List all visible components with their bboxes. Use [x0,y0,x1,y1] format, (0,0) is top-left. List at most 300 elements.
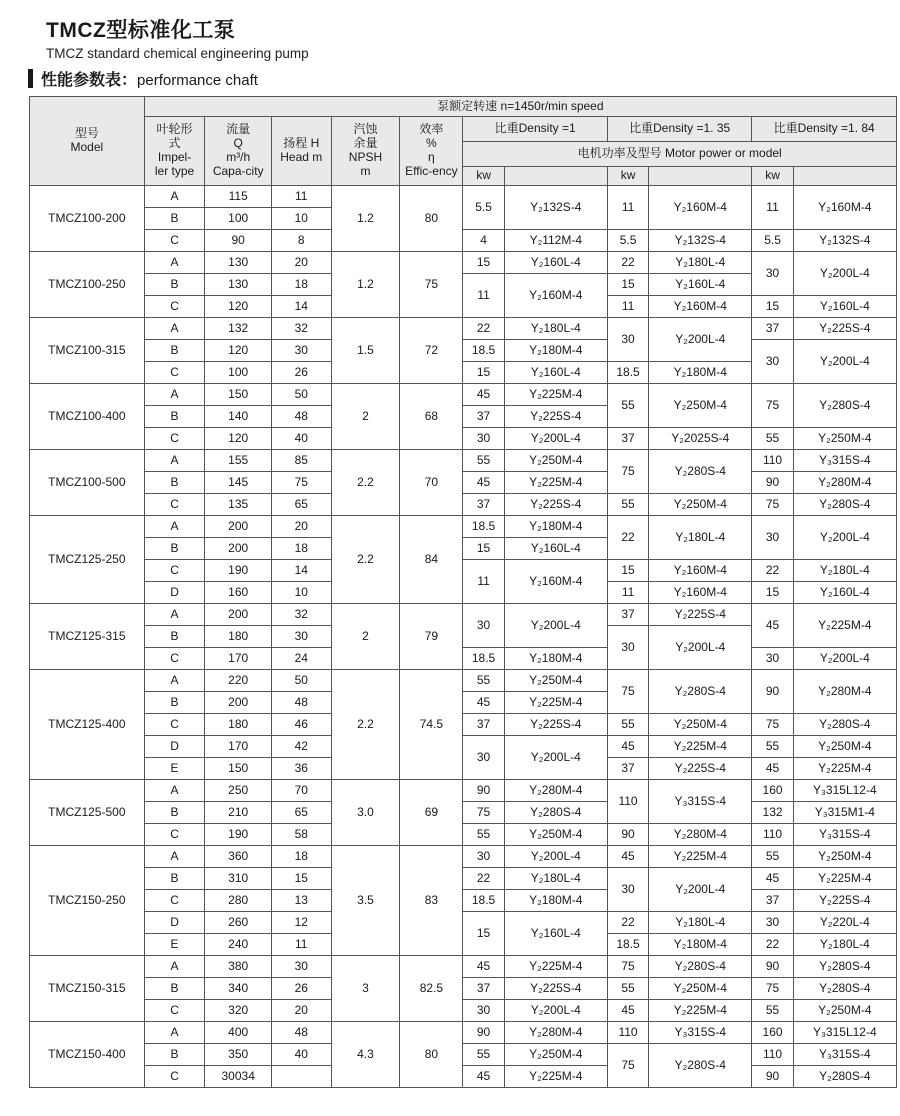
cell-flow: 130 [205,252,272,274]
cell-motor-kw-d135: 30 [607,626,648,670]
cell-motor-kw-d1: 11 [463,560,504,604]
cell-motor-model-d184: Y₂280M-4 [793,472,896,494]
cell-motor-model-d1: Y₂225S-4 [504,714,607,736]
cell-head: 85 [271,450,331,472]
cell-motor-kw-d184: 55 [752,846,793,868]
cell-motor-model-d1: Y₂160L-4 [504,912,607,956]
cell-impeller-type: C [144,296,205,318]
cell-motor-kw-d184: 55 [752,428,793,450]
page-title-cn: TMCZ型标准化工泵 [46,19,236,42]
col-header-npsh [331,117,400,186]
cell-npsh: 3.5 [331,846,400,956]
cell-head: 32 [271,604,331,626]
cell-motor-model-d184: Y₂225S-4 [793,318,896,340]
cell-npsh: 1.5 [331,318,400,384]
cell-flow: 160 [205,582,272,604]
cell-impeller-type: C [144,494,205,516]
cell-motor-model-d1: Y₂225S-4 [504,406,607,428]
cell-efficiency: 80 [400,186,463,252]
cell-head: 10 [271,208,331,230]
cell-motor-model-d135: Y₂200L-4 [649,318,752,362]
cell-impeller-type: C [144,560,205,582]
table-row [30,384,897,406]
cell-impeller-type: B [144,208,205,230]
cell-motor-model-d184: Y₂200L-4 [793,648,896,670]
col-header-npsh-unit: m [360,163,371,178]
cell-head: 65 [271,802,331,824]
cell-motor-model-d135: Y₂250M-4 [649,384,752,428]
table-row [30,802,897,824]
cell-motor-kw-d1: 18.5 [463,516,504,538]
cell-motor-kw-d184: 45 [752,758,793,780]
cell-motor-kw-d135: 55 [607,714,648,736]
cell-head: 8 [271,230,331,252]
cell-motor-model-d135: Y₂160M-4 [649,296,752,318]
cell-motor-kw-d184: 30 [752,340,793,384]
cell-flow: 155 [205,450,272,472]
cell-motor-model-d135: Y₂250M-4 [649,978,752,1000]
cell-head: 10 [271,582,331,604]
cell-motor-model-d1: Y₂180M-4 [504,516,607,538]
cell-impeller-type: B [144,274,205,296]
cell-impeller-type: D [144,582,205,604]
col-header-model-cn: 型号 [74,126,99,141]
cell-flow: 340 [205,978,272,1000]
cell-head: 20 [271,1000,331,1022]
cell-motor-kw-d184: 11 [752,186,793,230]
table-row [30,824,897,846]
cell-impeller-type: C [144,648,205,670]
table-row [30,472,897,494]
cell-motor-kw-d184: 90 [752,956,793,978]
subtitle [28,67,882,90]
cell-impeller-type: A [144,956,205,978]
cell-motor-kw-d135: 15 [607,560,648,582]
cell-head: 15 [271,868,331,890]
cell-motor-model-d135: Y₂160L-4 [649,274,752,296]
cell-motor-kw-d135: 55 [607,978,648,1000]
cell-head: 65 [271,494,331,516]
cell-head: 14 [271,560,331,582]
table-row [30,736,897,758]
cell-motor-model-d184: Y₃315S-4 [793,824,896,846]
table-row [30,560,897,582]
cell-efficiency: 79 [400,604,463,670]
cell-motor-model-d135: Y₂250M-4 [649,714,752,736]
table-row [30,428,897,450]
table-row [30,670,897,692]
cell-motor-model-d184: Y₂225M-4 [793,758,896,780]
cell-motor-model-d1: Y₂225S-4 [504,978,607,1000]
col-header-model [30,97,145,186]
cell-efficiency: 72 [400,318,463,384]
page-title-en: TMCZ standard chemical engineering pump [46,46,309,61]
cell-motor-model-d1: Y₂280S-4 [504,802,607,824]
cell-motor-model-d1: Y₂225M-4 [504,1066,607,1088]
cell-pump-model: TMCZ100-250 [30,252,145,318]
cell-motor-model-d1: Y₂250M-4 [504,824,607,846]
cell-efficiency: 83 [400,846,463,956]
cell-impeller-type: C [144,362,205,384]
cell-impeller-type: B [144,472,205,494]
cell-motor-kw-d184: 132 [752,802,793,824]
cell-motor-kw-d1: 15 [463,252,504,274]
cell-motor-model-d135: Y₂160M-4 [649,186,752,230]
cell-motor-kw-d135: 110 [607,1022,648,1044]
cell-motor-model-d135: Y₂132S-4 [649,230,752,252]
cell-head: 75 [271,472,331,494]
cell-impeller-type: A [144,516,205,538]
cell-impeller-type: B [144,802,205,824]
table-row [30,604,897,626]
col-header-speed: 泵额定转速 n=1450r/min speed [144,97,896,117]
cell-head [271,1066,331,1088]
cell-motor-kw-d1: 37 [463,494,504,516]
cell-motor-model-d1: Y₂112M-4 [504,230,607,252]
cell-motor-kw-d1: 45 [463,956,504,978]
cell-head: 70 [271,780,331,802]
cell-pump-model: TMCZ100-315 [30,318,145,384]
cell-motor-kw-d184: 90 [752,472,793,494]
cell-pump-model: TMCZ150-315 [30,956,145,1022]
table-row [30,1022,897,1044]
cell-motor-model-d135: Y₂280S-4 [649,956,752,978]
cell-flow: 90 [205,230,272,252]
cell-impeller-type: C [144,428,205,450]
cell-impeller-type: A [144,186,205,208]
cell-efficiency: 82.5 [400,956,463,1022]
cell-head: 48 [271,406,331,428]
cell-motor-kw-d135: 22 [607,252,648,274]
cell-efficiency: 70 [400,450,463,516]
cell-motor-kw-d184: 75 [752,494,793,516]
cell-impeller-type: C [144,1000,205,1022]
table-row [30,868,897,890]
cell-motor-model-d1: Y₂225M-4 [504,692,607,714]
cell-motor-kw-d135: 22 [607,912,648,934]
table-head [30,97,897,186]
cell-pump-model: TMCZ100-400 [30,384,145,450]
cell-head: 26 [271,362,331,384]
cell-motor-model-d184: Y₃315M1-4 [793,802,896,824]
cell-head: 18 [271,846,331,868]
cell-motor-model-d184: Y₃315L12-4 [793,780,896,802]
cell-motor-kw-d135: 37 [607,604,648,626]
cell-motor-kw-d184: 30 [752,648,793,670]
cell-motor-model-d184: Y₂280S-4 [793,1066,896,1088]
cell-motor-model-d1: Y₂132S-4 [504,186,607,230]
cell-pump-model: TMCZ125-315 [30,604,145,670]
cell-motor-model-d1: Y₂225M-4 [504,472,607,494]
cell-motor-model-d184: Y₂180L-4 [793,934,896,956]
cell-flow: 180 [205,714,272,736]
cell-motor-kw-d184: 37 [752,890,793,912]
cell-motor-kw-d1: 45 [463,692,504,714]
table-row [30,252,897,274]
cell-head: 30 [271,340,331,362]
cell-motor-model-d135: Y₃315S-4 [649,780,752,824]
cell-motor-model-d184: Y₂280S-4 [793,384,896,428]
col-header-eff-en: Effic-ency [405,163,458,178]
cell-efficiency: 69 [400,780,463,846]
cell-motor-model-d1: Y₂225M-4 [504,384,607,406]
cell-motor-kw-d184: 45 [752,868,793,890]
header-row-speed [30,97,897,117]
header-row-params [30,117,897,142]
cell-motor-kw-d135: 45 [607,1000,648,1022]
table-row [30,318,897,340]
cell-motor-kw-d1: 55 [463,824,504,846]
cell-motor-kw-d1: 15 [463,912,504,956]
cell-head: 50 [271,384,331,406]
table-row [30,340,897,362]
cell-motor-kw-d1: 30 [463,1000,504,1022]
cell-motor-model-d184: Y₂225M-4 [793,868,896,890]
table-row [30,230,897,252]
cell-head: 18 [271,538,331,560]
cell-motor-kw-d184: 15 [752,296,793,318]
col-header-eff-eta: η [428,150,435,164]
col-header-head-en: Head m [280,150,323,164]
col-header-flow-q: Q [233,136,243,151]
cell-flow: 190 [205,560,272,582]
cell-motor-model-d1: Y₂250M-4 [504,670,607,692]
cell-impeller-type: C [144,714,205,736]
cell-motor-model-d1: Y₂160L-4 [504,362,607,384]
cell-motor-model-d1: Y₂160M-4 [504,560,607,604]
cell-flow: 120 [205,340,272,362]
cell-motor-model-d184: Y₂200L-4 [793,516,896,560]
cell-motor-model-d1: Y₂160M-4 [504,274,607,318]
cell-motor-model-d184: Y₂280S-4 [793,978,896,1000]
cell-motor-kw-d135: 11 [607,582,648,604]
cell-motor-kw-d184: 90 [752,1066,793,1088]
cell-motor-kw-d135: 37 [607,758,648,780]
cell-motor-kw-d184: 110 [752,824,793,846]
table-row [30,890,897,912]
cell-motor-model-d135: Y₂180L-4 [649,252,752,274]
cell-motor-model-d1: Y₂180M-4 [504,340,607,362]
cell-motor-model-d1: Y₂225M-4 [504,956,607,978]
cell-motor-model-d1: Y₂180M-4 [504,890,607,912]
cell-head: 46 [271,714,331,736]
cell-motor-model-d135: Y₂180M-4 [649,362,752,384]
cell-flow: 400 [205,1022,272,1044]
cell-impeller-type: B [144,406,205,428]
cell-motor-kw-d135: 55 [607,494,648,516]
cell-motor-model-d135: Y₂180L-4 [649,516,752,560]
cell-flow: 100 [205,362,272,384]
cell-motor-model-d1: Y₂180L-4 [504,318,607,340]
col-header-flow-cn: 流量 [226,122,251,137]
cell-pump-model: TMCZ125-250 [30,516,145,604]
cell-pump-model: TMCZ100-200 [30,186,145,252]
cell-motor-kw-d1: 30 [463,604,504,648]
cell-flow: 150 [205,384,272,406]
cell-impeller-type: A [144,670,205,692]
col-header-motor-model-1 [504,167,607,186]
cell-motor-kw-d135: 110 [607,780,648,824]
table-row [30,450,897,472]
cell-motor-model-d1: Y₂225S-4 [504,494,607,516]
cell-impeller-type: A [144,252,205,274]
cell-flow: 240 [205,934,272,956]
cell-head: 20 [271,516,331,538]
cell-motor-kw-d135: 37 [607,428,648,450]
cell-motor-kw-d135: 75 [607,956,648,978]
cell-motor-model-d135: Y₂200L-4 [649,626,752,670]
col-header-motor: 电机功率及型号 Motor power or model [463,142,897,167]
cell-motor-model-d135: Y₂200L-4 [649,868,752,912]
cell-impeller-type: C [144,1066,205,1088]
cell-motor-kw-d135: 22 [607,516,648,560]
cell-flow: 170 [205,648,272,670]
cell-impeller-type: E [144,758,205,780]
cell-motor-kw-d184: 22 [752,934,793,956]
col-header-kw-184: kw [752,167,793,186]
cell-motor-model-d184: Y₂180L-4 [793,560,896,582]
cell-flow: 210 [205,802,272,824]
table-row [30,846,897,868]
cell-motor-kw-d135: 30 [607,868,648,912]
cell-head: 30 [271,626,331,648]
cell-motor-kw-d184: 110 [752,450,793,472]
col-header-efficiency [400,117,463,186]
cell-npsh: 3 [331,956,400,1022]
col-header-impeller-en2: ler type [154,163,195,178]
cell-motor-kw-d135: 18.5 [607,362,648,384]
cell-motor-kw-d184: 75 [752,714,793,736]
cell-efficiency: 74.5 [400,670,463,780]
cell-npsh: 1.2 [331,186,400,252]
cell-flow: 190 [205,824,272,846]
cell-motor-kw-d1: 15 [463,362,504,384]
subtitle-text-cn: 性能参数表： [41,72,138,89]
col-header-eff-pct: % [426,136,437,151]
cell-impeller-type: A [144,780,205,802]
cell-motor-model-d1: Y₂200L-4 [504,1000,607,1022]
cell-motor-model-d1: Y₂180M-4 [504,648,607,670]
table-row [30,186,897,208]
table-row [30,494,897,516]
cell-head: 40 [271,1044,331,1066]
cell-impeller-type: A [144,450,205,472]
cell-motor-model-d135: Y₂280S-4 [649,1044,752,1088]
cell-impeller-type: A [144,846,205,868]
cell-head: 20 [271,252,331,274]
col-header-density-1: 比重Density =1 [463,117,607,142]
cell-motor-kw-d1: 37 [463,714,504,736]
cell-efficiency: 84 [400,516,463,604]
cell-motor-kw-d1: 55 [463,450,504,472]
cell-head: 36 [271,758,331,780]
cell-motor-kw-d1: 45 [463,1066,504,1088]
cell-flow: 170 [205,736,272,758]
cell-motor-model-d135: Y₂225M-4 [649,1000,752,1022]
cell-motor-kw-d184: 75 [752,384,793,428]
table-row [30,780,897,802]
cell-motor-model-d135: Y₂2025S-4 [649,428,752,450]
cell-flow: 380 [205,956,272,978]
cell-motor-model-d135: Y₂180L-4 [649,912,752,934]
cell-motor-kw-d184: 75 [752,978,793,1000]
cell-impeller-type: D [144,736,205,758]
cell-flow: 100 [205,208,272,230]
cell-motor-kw-d184: 15 [752,582,793,604]
cell-head: 24 [271,648,331,670]
table-body [30,186,897,1088]
cell-motor-kw-d184: 45 [752,604,793,648]
cell-npsh: 2.2 [331,450,400,516]
cell-impeller-type: B [144,340,205,362]
cell-head: 26 [271,978,331,1000]
cell-motor-model-d135: Y₂225M-4 [649,846,752,868]
cell-impeller-type: A [144,384,205,406]
cell-motor-kw-d184: 160 [752,1022,793,1044]
cell-motor-kw-d135: 30 [607,318,648,362]
cell-motor-kw-d1: 55 [463,1044,504,1066]
cell-motor-model-d1: Y₂280M-4 [504,780,607,802]
cell-motor-model-d135: Y₂280M-4 [649,824,752,846]
cell-flow: 140 [205,406,272,428]
cell-motor-model-d135: Y₂250M-4 [649,494,752,516]
cell-motor-kw-d184: 22 [752,560,793,582]
cell-flow: 280 [205,890,272,912]
cell-motor-model-d184: Y₃315L12-4 [793,1022,896,1044]
cell-motor-model-d1: Y₂200L-4 [504,846,607,868]
cell-head: 11 [271,186,331,208]
cell-motor-kw-d1: 22 [463,868,504,890]
cell-motor-kw-d135: 11 [607,296,648,318]
cell-motor-model-d184: Y₂280S-4 [793,494,896,516]
table-row [30,648,897,670]
cell-motor-model-d1: Y₂200L-4 [504,428,607,450]
cell-flow: 200 [205,692,272,714]
cell-impeller-type: A [144,604,205,626]
cell-motor-model-d184: Y₂160M-4 [793,186,896,230]
cell-flow: 310 [205,868,272,890]
col-header-density-135: 比重Density =1. 35 [607,117,751,142]
cell-efficiency: 75 [400,252,463,318]
cell-npsh: 2 [331,384,400,450]
cell-motor-kw-d1: 18.5 [463,648,504,670]
cell-head: 18 [271,274,331,296]
cell-motor-model-d135: Y₃315S-4 [649,1022,752,1044]
col-header-kw-1: kw [463,167,504,186]
col-header-flow [205,117,272,186]
cell-efficiency: 68 [400,384,463,450]
table-row [30,956,897,978]
cell-motor-kw-d1: 4 [463,230,504,252]
cell-motor-kw-d1: 22 [463,318,504,340]
cell-motor-kw-d1: 90 [463,780,504,802]
col-header-model-en: Model [70,140,104,154]
cell-motor-kw-d1: 30 [463,736,504,780]
cell-head: 48 [271,1022,331,1044]
cell-motor-kw-d1: 18.5 [463,890,504,912]
col-header-impeller-cn1: 叶轮形 [156,122,193,137]
cell-motor-kw-d184: 5.5 [752,230,793,252]
cell-npsh: 2.2 [331,670,400,780]
performance-table [29,96,897,1088]
cell-motor-model-d1: Y₂160L-4 [504,252,607,274]
cell-head: 48 [271,692,331,714]
cell-impeller-type: D [144,912,205,934]
cell-motor-kw-d1: 75 [463,802,504,824]
cell-flow: 135 [205,494,272,516]
cell-motor-kw-d135: 5.5 [607,230,648,252]
cell-motor-model-d1: Y₂160L-4 [504,538,607,560]
